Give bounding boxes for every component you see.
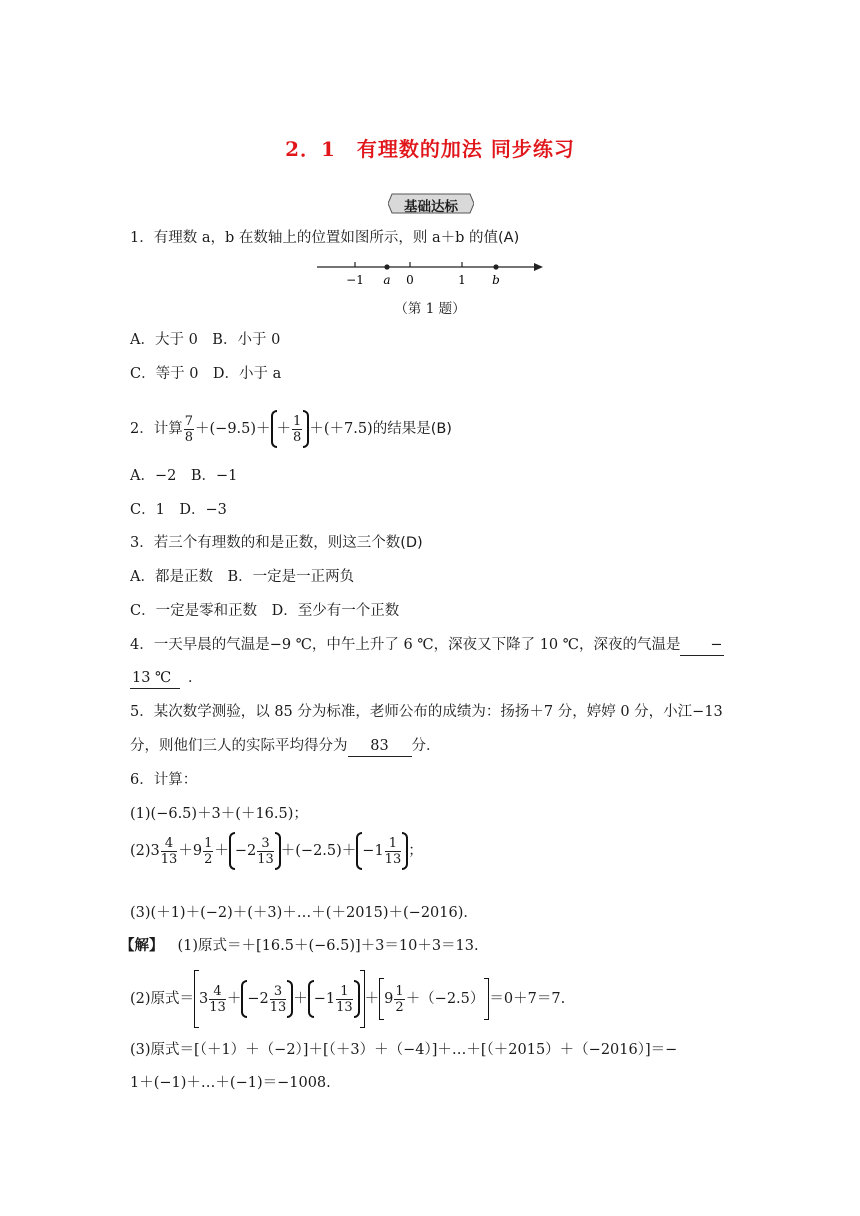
frac-denominator: 8: [293, 429, 302, 445]
frac-numerator: 1: [204, 835, 213, 851]
plus-sign: ＋: [178, 843, 193, 859]
q4-text: 4．一天早晨的气温是−9 ℃，中午上升了 6 ℃，深夜又下降了 10 ℃，深夜的气温是: [130, 637, 681, 653]
solution-label: 【解】: [120, 937, 164, 954]
frac-numerator: 3: [270, 984, 287, 1000]
q1-options-row-2: C．等于 0 D．小于 a: [130, 366, 282, 382]
solution-part-1: (1)原式＝＋[16.5＋(−6.5)]＋3＝10＋3＝13.: [177, 938, 479, 954]
mixed-whole: 3: [150, 843, 160, 859]
mixed-whole: −2: [234, 843, 257, 859]
frac-numerator: 1: [336, 984, 353, 1000]
q1-text: 1．有理数 a，b 在数轴上的位置如图所示，则 a＋b 的值: [130, 230, 499, 246]
page-title: 2．1 有理数的加法 同步练习: [285, 137, 575, 161]
mixed-fraction: [209, 984, 226, 1015]
question-6-stem: 6．计算：: [130, 772, 198, 788]
mixed-number-3-4-13: [151, 836, 179, 867]
q2-middle-2: ＋(＋7.5)的结果是: [309, 421, 431, 437]
mixed-number-3-4-13: [199, 984, 227, 1015]
question-3-stem: [130, 533, 423, 553]
frac-denominator: 13: [160, 851, 178, 867]
plus-sign: ＋: [214, 843, 229, 859]
frac-denominator: 2: [395, 999, 404, 1015]
question-1-stem: [130, 228, 519, 248]
q3-text: 3．若三个有理数的和是正数，则这三个数: [130, 535, 401, 551]
mixed-fraction: [336, 984, 353, 1015]
solution-part-3-line-1: (3)原式＝[（＋1）＋（−2）]＋[（＋3）＋（−4）]＋…＋[（＋2015）＋（−2016）]＝−: [130, 1042, 678, 1058]
frac-denominator: 13: [209, 999, 226, 1015]
frac-denominator: 13: [257, 851, 274, 867]
section-banner-label: 基础达标: [404, 199, 458, 215]
figure-caption: （第 1 题）: [394, 301, 466, 317]
mixed-number-neg-2-3-13: [235, 836, 275, 867]
number-line-figure: [314, 258, 546, 290]
q2-options-row-2: C．1 D．−3: [130, 502, 227, 518]
mixed-whole: −2: [247, 991, 269, 1007]
tick-label-minus-1: −1: [346, 273, 364, 287]
question-2-stem: [130, 410, 452, 448]
q4-answer-blank-part-2: 13 ℃: [130, 668, 180, 689]
point-label-a: a: [383, 273, 391, 287]
solution-part-2: [130, 970, 565, 1028]
plus-sign: ＋: [293, 991, 308, 1007]
mixed-whole: −1: [313, 991, 336, 1007]
frac-denominator: 2: [204, 851, 213, 867]
question-5-line-1: 5．某次数学测验，以 85 分为标准，老师公布的成绩为：扬扬＋7 分，婷婷 0 分，小江−13: [130, 704, 723, 720]
mixed-number-neg-1-1-13: [362, 836, 402, 867]
frac-numerator: 4: [209, 984, 226, 1000]
q3-options-row-2: C．一定是零和正数 D．至少有一个正数: [130, 603, 400, 619]
q6-p2-middle: ＋(−2.5)＋: [280, 843, 357, 859]
q5-text: 分，则他们三人的实际平均得分为: [130, 738, 348, 754]
mixed-number-9-1-2: [193, 836, 215, 867]
mixed-whole: 3: [199, 991, 209, 1007]
q2-inner-sign: ＋: [276, 421, 292, 437]
q4-answer-blank-part-1: −: [680, 635, 724, 656]
frac-numerator: 3: [257, 836, 274, 852]
frac-numerator: 1: [385, 836, 402, 852]
q5-suffix: 分．: [411, 738, 441, 754]
question-4-line-2: [130, 668, 203, 689]
mixed-whole: 9: [192, 843, 203, 859]
tick-label-1: 1: [458, 273, 466, 287]
section-banner: [388, 193, 474, 214]
q3-answer: (D): [400, 535, 423, 551]
frac-denominator: 8: [184, 429, 194, 445]
frac-numerator: 7: [184, 413, 194, 429]
q2-answer: (B): [430, 421, 452, 437]
q2-fraction-1-8: [292, 414, 302, 445]
mixed-number-9-1-2: [384, 984, 406, 1015]
q6-part-3: (3)(＋1)＋(−2)＋(＋3)＋…＋(＋2015)＋(−2016)．: [130, 905, 478, 921]
s2-middle: ＋（−2.5）: [405, 991, 485, 1007]
frac-numerator: 4: [161, 836, 178, 852]
point-label-b: b: [492, 273, 500, 287]
q4-end: ．: [188, 670, 203, 686]
mixed-fraction: [270, 984, 287, 1015]
s2-end: ＝0＋7＝7.: [489, 991, 566, 1007]
frac-denominator: 13: [336, 999, 353, 1015]
q1-options-row-1: A．大于 0 B．小于 0: [130, 332, 281, 348]
q6-part-2: [130, 832, 423, 870]
q2-prefix: 2．计算: [130, 421, 183, 437]
question-4-line-1: [130, 635, 724, 656]
frac-denominator: 13: [384, 851, 402, 867]
mixed-fraction: [257, 836, 274, 867]
tick-label-0: 0: [406, 273, 414, 287]
frac-numerator: 1: [395, 983, 404, 999]
mixed-fraction: [394, 984, 404, 1015]
q6-part-1: (1)(−6.5)＋3＋(＋16.5)；: [130, 806, 308, 822]
q5-answer-blank: 83: [348, 736, 412, 757]
frac-denominator: 13: [269, 999, 287, 1015]
mixed-whole: −1: [362, 843, 384, 859]
mixed-fraction: [203, 836, 213, 867]
q6-p2-end: ；: [408, 843, 423, 859]
q1-answer: (A): [498, 230, 520, 246]
s2-prefix: (2)原式＝: [130, 991, 195, 1007]
q2-middle-1: ＋(−9.5)＋: [195, 421, 271, 437]
mixed-whole: 9: [384, 991, 394, 1007]
q3-options-row-1: A．都是正数 B．一定是一正两负: [130, 569, 355, 585]
frac-numerator: 1: [293, 413, 302, 429]
q2-fraction-7-8: [184, 414, 194, 445]
mixed-fraction: [385, 836, 402, 867]
mixed-number-neg-2-3-13: [247, 984, 287, 1015]
q6-p2-prefix: (2): [130, 843, 151, 859]
q2-options-row-1: A．−2 B．−1: [130, 468, 238, 484]
plus-sign: ＋: [226, 991, 242, 1007]
mixed-number-neg-1-1-13: [314, 984, 354, 1015]
plus-sign: ＋: [364, 991, 380, 1007]
solution-line-1: [120, 936, 479, 956]
solution-part-3-line-2: 1＋(−1)＋…＋(−1)＝−1008.: [130, 1075, 331, 1091]
question-5-line-2: [130, 736, 441, 757]
mixed-fraction: [161, 836, 178, 867]
